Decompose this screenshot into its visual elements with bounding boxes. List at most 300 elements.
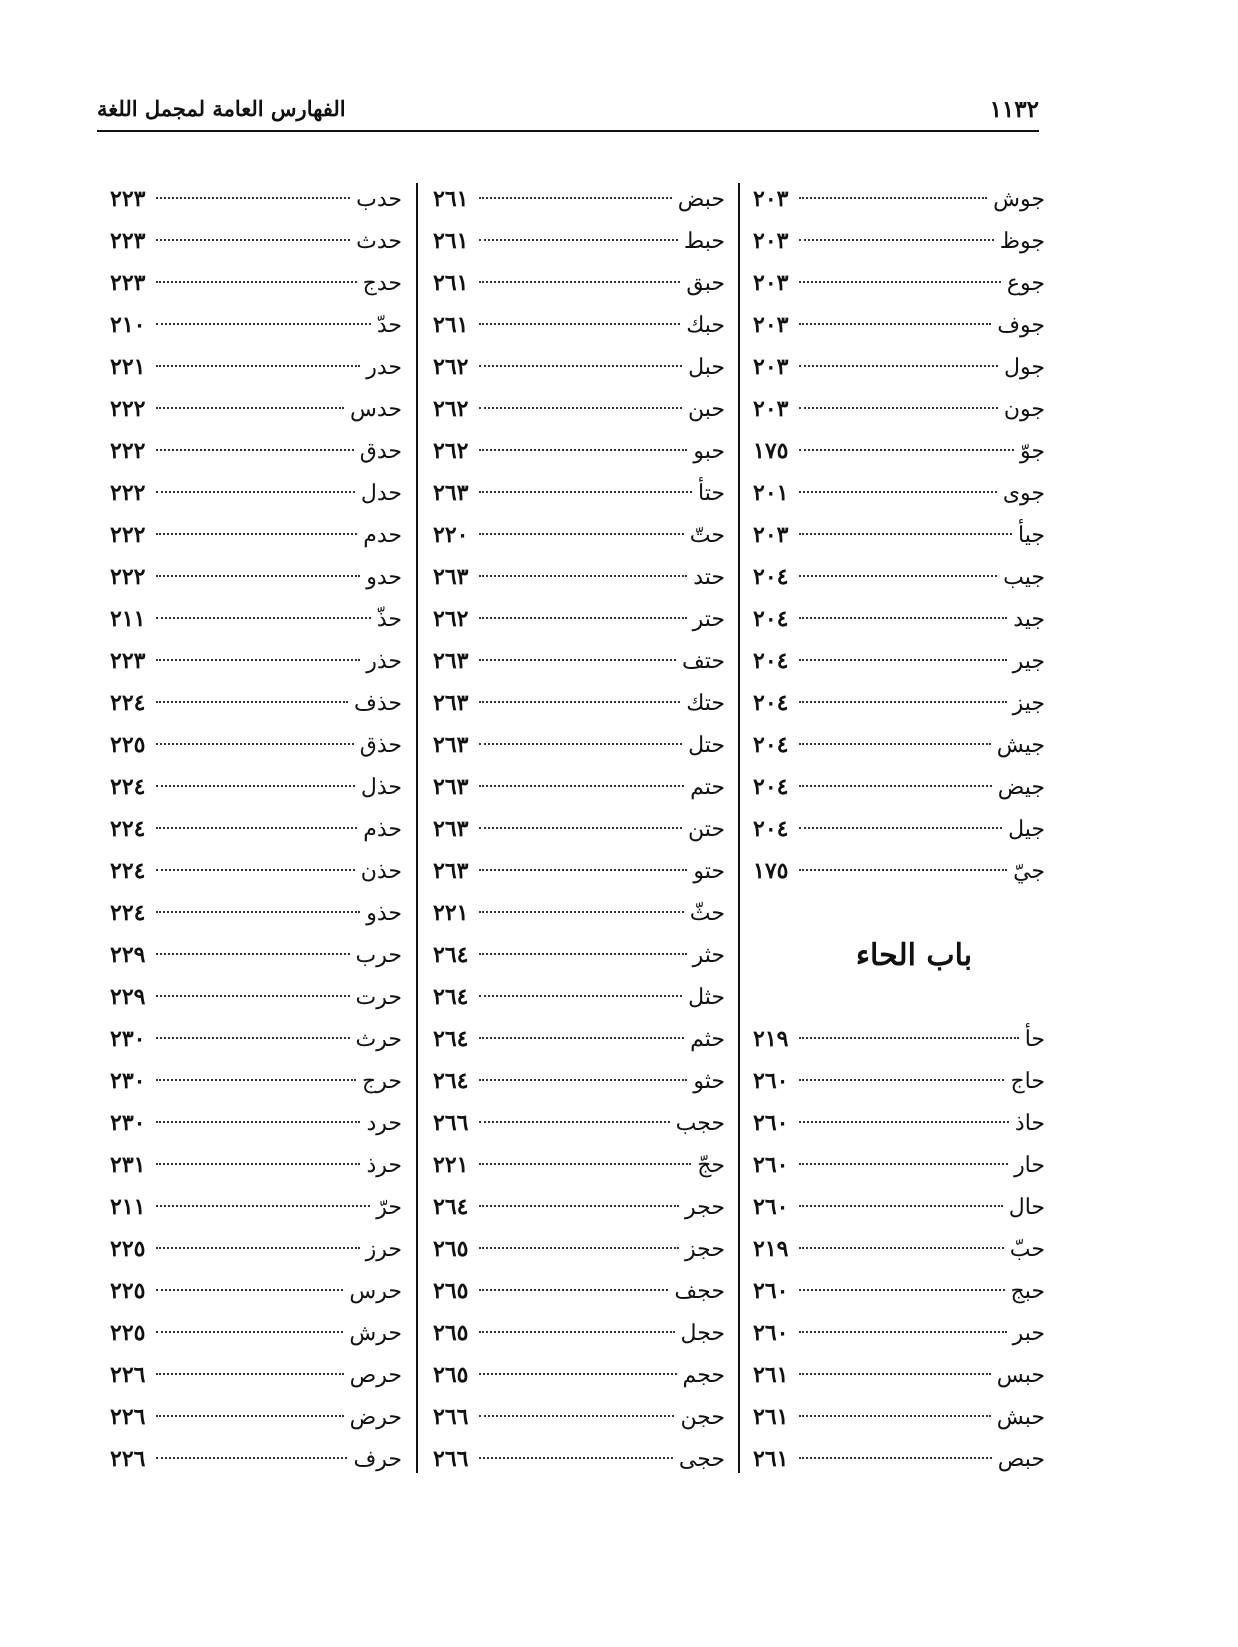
index-entry [110,388,402,430]
dot-leader [156,239,350,241]
entry-page-number: ٢٦٣ [433,816,469,842]
entry-word: حال [1008,1195,1045,1220]
entry-word: حجف [674,1279,725,1304]
entry-page-number: ١٧٥ [753,438,789,464]
dot-leader [156,491,355,493]
dot-leader [799,1163,1008,1165]
entry-word: حدس [349,397,402,422]
entry-word: حدم [363,523,402,548]
entry-page-number: ٢٢٠ [433,522,469,548]
dot-leader [479,1415,674,1417]
entry-word: حجر [685,1195,725,1220]
dot-leader [479,323,680,325]
entry-page-number: ٢٦٠ [753,1152,789,1178]
entry-page-number: ٢٦٣ [433,648,469,674]
entry-page-number: ٢٦٤ [433,984,469,1010]
entry-page-number: ٢٠٤ [753,648,789,674]
entry-word: حذو [366,901,402,926]
entry-page-number: ٢٠٤ [753,690,789,716]
entry-word: حثم [690,1027,725,1052]
entry-page-number: ٢٢٢ [110,522,146,548]
entry-word: حرف [353,1447,402,1472]
entry-page-number: ٢٢٦ [110,1362,146,1388]
index-entry [110,808,402,850]
entry-word: حبش [996,1405,1045,1430]
entry-page-number: ٢١٩ [753,1026,789,1052]
dot-leader [799,407,998,409]
entry-word: حرش [349,1321,402,1346]
entry-word: جير [1012,649,1045,674]
dot-leader [156,743,354,745]
index-entry [110,934,402,976]
entry-word: حدّ [376,313,402,338]
entry-page-number: ٢٣٠ [110,1068,146,1094]
index-entry [110,850,402,892]
index-list [753,178,1045,892]
index-entry [753,724,1045,766]
entry-word: جوظ [999,229,1045,254]
index-entry [753,304,1045,346]
entry-page-number: ٢٣١ [110,1152,146,1178]
entry-page-number: ٢٦٣ [433,774,469,800]
index-entry [753,220,1045,262]
entry-page-number: ٢٦٣ [433,564,469,590]
dot-leader [156,1163,360,1165]
entry-word: حذف [354,691,402,716]
entry-word: حتف [681,649,725,674]
dot-leader [799,785,992,787]
index-entry [110,1312,402,1354]
dot-leader [799,1121,1009,1123]
entry-page-number: ٢٢٩ [110,942,146,968]
entry-word: حتك [686,691,725,716]
entry-word: حأ [1024,1027,1045,1052]
entry-page-number: ٢٦١ [753,1446,789,1472]
dot-leader [156,785,355,787]
index-entry [433,808,725,850]
index-entry [753,598,1045,640]
entry-word: حجن [680,1405,725,1430]
entry-page-number: ٢٦٠ [753,1110,789,1136]
entry-word: حبّ [1009,1237,1045,1262]
entry-page-number: ٢٢٩ [110,984,146,1010]
entry-page-number: ٢٦٢ [433,354,469,380]
entry-page-number: ٢٦٤ [433,942,469,968]
index-entry [433,262,725,304]
index-entry [110,1354,402,1396]
entry-page-number: ٢٢١ [433,900,469,926]
entry-page-number: ٢٠٤ [753,732,789,758]
index-entry [110,262,402,304]
entry-page-number: ٢٢٤ [110,816,146,842]
entry-word: حجّ [697,1153,725,1178]
dot-leader [156,1415,344,1417]
index-entry [753,514,1045,556]
entry-word: حرس [349,1279,402,1304]
dot-leader [156,1205,370,1207]
index-entry [110,220,402,262]
dot-leader [156,197,350,199]
dot-leader [479,869,687,871]
entry-word: حذر [366,649,402,674]
entry-word: جوّ [1020,439,1045,464]
index-entry [110,304,402,346]
entry-page-number: ٢١٠ [110,312,146,338]
entry-page-number: ٢٠١ [753,480,789,506]
entry-word: جيش [996,733,1045,758]
column-divider [416,183,418,1473]
index-entry [753,556,1045,598]
entry-word: جيّ [1013,859,1045,884]
entry-word: جوف [997,313,1045,338]
entry-word: حجز [685,1237,725,1262]
entry-word: جيز [1012,691,1045,716]
entry-page-number: ٢٠٤ [753,606,789,632]
index-column-left [110,178,402,1480]
index-column-middle [433,178,725,1480]
dot-leader [479,533,684,535]
dot-leader [799,1289,1005,1291]
entry-word: حرث [355,1027,402,1052]
dot-leader [799,533,1012,535]
index-entry [433,1438,725,1480]
dot-leader [479,407,682,409]
entry-word: حذّ [376,607,402,632]
dot-leader [479,659,676,661]
index-entry [753,1018,1045,1060]
entry-page-number: ٢٦٢ [433,438,469,464]
entry-word: حثل [688,985,725,1010]
entry-word: حذق [359,733,402,758]
entry-page-number: ٢٢٥ [110,1278,146,1304]
index-entry [753,1312,1045,1354]
entry-word: حتل [688,733,725,758]
index-entry [753,262,1045,304]
entry-word: حرز [365,1237,402,1262]
entry-page-number: ٢٢٥ [110,1320,146,1346]
dot-leader [479,1037,684,1039]
dot-leader [156,1247,360,1249]
entry-page-number: ٢٦٠ [753,1194,789,1220]
entry-page-number: ٢٢٦ [110,1404,146,1430]
entry-page-number: ٢٦٥ [433,1236,469,1262]
index-entry [110,514,402,556]
index-entry [110,1270,402,1312]
page-header [97,92,1039,132]
index-entry [110,1438,402,1480]
entry-word: حجم [682,1363,725,1388]
entry-word: جيأ [1018,523,1045,548]
entry-page-number: ٢٠٤ [753,564,789,590]
entry-page-number: ٢٦٣ [433,732,469,758]
index-entry [753,682,1045,724]
index-entry [433,430,725,472]
entry-page-number: ٢٢٢ [110,564,146,590]
index-list [110,178,402,1480]
entry-page-number: ٢٠٣ [753,396,789,422]
index-entry [433,220,725,262]
dot-leader [479,449,687,451]
entry-word: حتم [690,775,725,800]
index-entry [433,1396,725,1438]
entry-page-number: ٢٦٠ [753,1068,789,1094]
entry-word: حاج [1010,1069,1045,1094]
entry-page-number: ٢٦١ [433,186,469,212]
dot-leader [799,617,1007,619]
index-entry [753,388,1045,430]
entry-word: جيب [1003,565,1045,590]
dot-leader [156,1079,356,1081]
index-entry [433,1144,725,1186]
index-entry [110,1144,402,1186]
entry-word: حبص [997,1447,1045,1472]
index-entry [433,1186,725,1228]
index-entry [433,766,725,808]
entry-word: حبل [688,355,725,380]
index-entry [433,472,725,514]
dot-leader [479,743,682,745]
index-entry [433,976,725,1018]
entry-page-number: ٢٢٦ [110,1446,146,1472]
index-entry [433,304,725,346]
entry-word: حرب [355,943,402,968]
dot-leader [156,407,344,409]
entry-word: حذم [363,817,402,842]
entry-word: حدر [366,355,402,380]
entry-word: جيل [1008,817,1045,842]
index-entry [110,346,402,388]
index-entry [110,178,402,220]
entry-page-number: ٢٦٣ [433,690,469,716]
column-divider [738,183,740,1473]
index-entry [753,1270,1045,1312]
index-entry [753,1102,1045,1144]
entry-page-number: ٢٢٥ [110,1236,146,1262]
entry-word: حتو [693,859,725,884]
index-entry [433,178,725,220]
dot-leader [799,701,1007,703]
entry-word: جيد [1013,607,1045,632]
dot-leader [156,323,371,325]
entry-word: حثو [693,1069,725,1094]
entry-page-number: ٢٦٤ [433,1194,469,1220]
entry-word: حبج [1010,1279,1045,1304]
entry-word: حبق [686,271,725,296]
entry-word: جوى [1002,481,1045,506]
index-entry [433,850,725,892]
index-entry [753,766,1045,808]
dot-leader [479,827,682,829]
dot-leader [799,1373,991,1375]
index-entry [110,1018,402,1060]
index-column-right [753,178,1045,1480]
index-entry [433,346,725,388]
dot-leader [156,365,360,367]
index-entry [433,1018,725,1060]
dot-leader [479,575,687,577]
dot-leader [799,575,997,577]
dot-leader [479,953,687,955]
index-entry [753,1228,1045,1270]
index-entry [110,1396,402,1438]
dot-leader [799,743,991,745]
entry-page-number: ٢٣٠ [110,1026,146,1052]
entry-word: حتأ [698,481,725,506]
entry-page-number: ٢٦٥ [433,1278,469,1304]
entry-word: حاذ [1014,1111,1045,1136]
entry-word: حرذ [366,1153,402,1178]
index-entry [753,1396,1045,1438]
dot-leader [799,1247,1004,1249]
entry-word: حرد [366,1111,402,1136]
entry-page-number: ٢٦٠ [753,1320,789,1346]
dot-leader [479,911,684,913]
entry-word: حبن [688,397,725,422]
entry-page-number: ٢٦١ [753,1404,789,1430]
entry-page-number: ٢٢٣ [110,228,146,254]
entry-word: حذل [360,775,402,800]
running-title: الفهارس العامة لمجمل اللغة [97,96,346,121]
dot-leader [156,533,357,535]
entry-page-number: ٢٦٤ [433,1026,469,1052]
index-entry [433,388,725,430]
dot-leader [156,1331,343,1333]
dot-leader [479,1079,687,1081]
index-entry [753,808,1045,850]
index-entry [110,598,402,640]
dot-leader [156,869,355,871]
index-entry [753,1060,1045,1102]
entry-page-number: ٢٢٤ [110,774,146,800]
entry-page-number: ٢٠٣ [753,228,789,254]
dot-leader [799,281,1001,283]
entry-page-number: ٢٢٢ [110,480,146,506]
index-entry [753,1144,1045,1186]
entry-word: حدل [360,481,402,506]
dot-leader [479,1247,679,1249]
dot-leader [156,1457,347,1459]
entry-word: جوش [993,187,1045,212]
entry-word: حرت [355,985,402,1010]
entry-page-number: ٢٦٢ [433,396,469,422]
dot-leader [156,659,360,661]
dot-leader [479,1331,675,1333]
dot-leader [156,617,371,619]
dot-leader [156,1373,344,1375]
entry-page-number: ٢٢٣ [110,186,146,212]
index-entry [433,934,725,976]
dot-leader [799,197,987,199]
dot-leader [156,449,354,451]
entry-page-number: ٢٦٢ [433,606,469,632]
entry-page-number: ٢٦١ [433,270,469,296]
dot-leader [479,617,687,619]
entry-page-number: ٢٢١ [110,354,146,380]
index-entry [433,640,725,682]
dot-leader [799,1037,1019,1039]
entry-word: حبط [683,229,725,254]
index-entry [753,1438,1045,1480]
dot-leader [799,1331,1007,1333]
index-entry [753,430,1045,472]
dot-leader [799,1079,1004,1081]
entry-page-number: ٢٢٢ [110,438,146,464]
dot-leader [156,911,360,913]
index-entry [110,556,402,598]
dot-leader [156,827,357,829]
dot-leader [479,1289,668,1291]
entry-word: حبض [677,187,725,212]
entry-page-number: ٢٢٢ [110,396,146,422]
dot-leader [479,1373,677,1375]
entry-word: حدج [362,271,402,296]
entry-page-number: ٢٦١ [433,312,469,338]
entry-page-number: ٢٢٤ [110,690,146,716]
index-entry [433,1060,725,1102]
index-entry [433,1354,725,1396]
dot-leader [479,701,680,703]
entry-page-number: ٢٢١ [433,1152,469,1178]
entry-page-number: ٢١١ [110,606,146,632]
index-entry [433,1270,725,1312]
entry-word: جول [1004,355,1045,380]
index-entry [433,682,725,724]
entry-page-number: ٢٦٣ [433,858,469,884]
entry-word: حتن [688,817,725,842]
dot-leader [479,239,678,241]
entry-word: حجى [678,1447,725,1472]
dot-leader [156,701,348,703]
entry-word: حتّ [689,523,725,548]
entry-word: حجل [680,1321,725,1346]
dot-leader [479,491,692,493]
entry-page-number: ٢٣٠ [110,1110,146,1136]
index-entry [110,640,402,682]
index-entry [433,724,725,766]
entry-page-number: ٢٦٥ [433,1362,469,1388]
index-list [433,178,725,1480]
entry-page-number: ٢٦٠ [753,1278,789,1304]
dot-leader [479,281,680,283]
entry-word: حبو [693,439,725,464]
entry-page-number: ٢٦٦ [433,1446,469,1472]
dot-leader [479,1121,670,1123]
entry-word: جوع [1006,271,1045,296]
index-entry [753,346,1045,388]
entry-page-number: ٢٦٦ [433,1404,469,1430]
index-entry [753,640,1045,682]
dot-leader [799,449,1014,451]
entry-page-number: ٢٦١ [753,1362,789,1388]
index-entry [753,1354,1045,1396]
dot-leader [799,491,997,493]
dot-leader [799,659,1007,661]
entry-word: حذن [360,859,402,884]
entry-word: حرج [362,1069,402,1094]
dot-leader [479,365,682,367]
dot-leader [479,1205,679,1207]
index-entry [110,766,402,808]
entry-page-number: ٢٢٤ [110,858,146,884]
index-entry [110,892,402,934]
index-entry [110,682,402,724]
entry-page-number: ٢٦٣ [433,480,469,506]
entry-word: حثر [692,943,725,968]
entry-page-number: ٢٠٤ [753,816,789,842]
dot-leader [799,239,994,241]
dot-leader [156,1289,343,1291]
dot-leader [799,869,1007,871]
